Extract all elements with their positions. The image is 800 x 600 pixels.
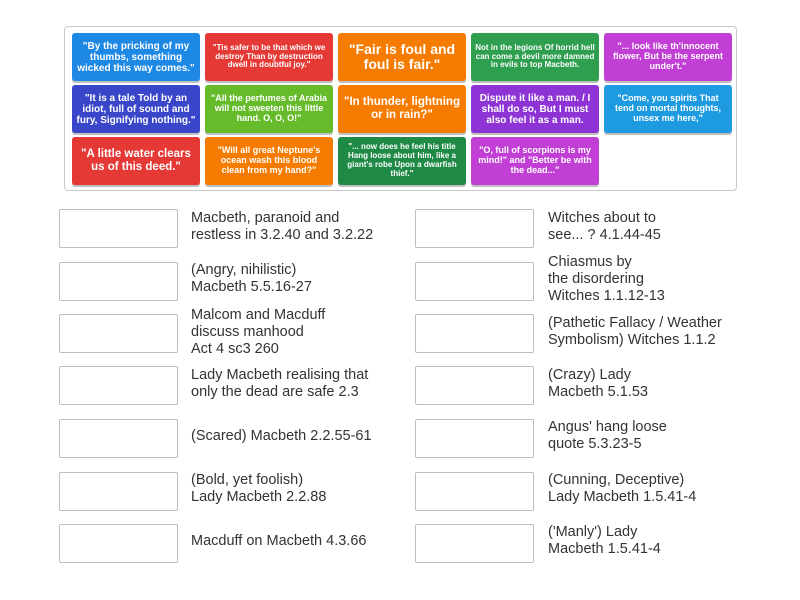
tile-text: "All the perfumes of Arabia will not sweeten this little hand. O, O, O!" <box>211 93 327 123</box>
tile-text: "... look like th'innocent flower, But be the serpent under't." <box>612 41 724 71</box>
prompt-label: (Pathetic Fallacy / Weather Symbolism) Witches 1.1.2 <box>548 315 722 348</box>
drop-zone[interactable] <box>59 209 178 248</box>
drop-zone[interactable] <box>415 472 534 511</box>
drop-zone[interactable] <box>59 419 178 458</box>
answer-tile[interactable] <box>471 85 599 133</box>
tile-text: "Fair is foul and foul is fair." <box>348 40 456 72</box>
prompt-label: Malcom and Macduff discuss manhood Act 4 sc3 260 <box>191 307 326 357</box>
drop-zone[interactable] <box>415 262 534 301</box>
tile-text: "A little water clears us of this deed." <box>81 148 191 173</box>
answer-tile[interactable] <box>72 85 200 133</box>
answer-tile[interactable] <box>72 137 200 185</box>
prompt-label: Witches about to see... ? 4.1.44-45 <box>548 210 661 243</box>
tile-text: "In thunder, lightning or in rain?" <box>344 96 460 121</box>
prompt-label: (Cunning, Deceptive) Lady Macbeth 1.5.41-4 <box>548 472 697 505</box>
drop-zone[interactable] <box>415 419 534 458</box>
answer-bank <box>64 26 737 191</box>
prompt-label: (Scared) Macbeth 2.2.55-61 <box>191 428 372 444</box>
drop-zone[interactable] <box>59 524 178 563</box>
drop-zone[interactable] <box>59 314 178 353</box>
answer-tile[interactable] <box>471 137 599 185</box>
tile-text: Not in the legions Of horrid hell can come a devil more damned in evils to top Macbeth. <box>475 42 595 70</box>
drop-zone[interactable] <box>415 366 534 405</box>
prompt-label: Angus' hang loose quote 5.3.23-5 <box>548 419 667 452</box>
drop-zone[interactable] <box>415 209 534 248</box>
answer-tile[interactable] <box>205 85 333 133</box>
drop-zone[interactable] <box>59 366 178 405</box>
drop-zone[interactable] <box>415 314 534 353</box>
tile-text: "Come, you spirits That tend on mortal thoughts, unsex me here," <box>615 93 721 123</box>
answer-tile[interactable] <box>338 33 466 81</box>
prompt-label: Macbeth, paranoid and restless in 3.2.40 and 3.2.22 <box>191 210 374 243</box>
tile-text: "It is a tale Told by an idiot, full of sound and fury, Signifying nothing." <box>76 92 196 126</box>
tile-text: "Will all great Neptune's ocean wash this blood clean from my hand?" <box>217 145 321 175</box>
prompt-label: Lady Macbeth realising that only the dead are safe 2.3 <box>191 367 369 400</box>
answer-tile[interactable] <box>471 33 599 81</box>
answer-tile[interactable] <box>205 33 333 81</box>
answer-tile[interactable] <box>338 85 466 133</box>
answer-tile[interactable] <box>72 33 200 81</box>
tile-text: "By the pricking of my thumbs, something wicked this way comes." <box>77 40 195 74</box>
tile-text: "... now does he feel his title Hang loose about him, like a giant's robe Upon a dwarfish thief." <box>347 142 457 178</box>
prompt-label: (Bold, yet foolish) Lady Macbeth 2.2.88 <box>191 472 327 505</box>
answer-tile[interactable] <box>604 33 732 81</box>
prompt-label: (Angry, nihilistic) Macbeth 5.5.16-27 <box>191 262 312 295</box>
answer-tile[interactable] <box>604 85 732 133</box>
drop-zone[interactable] <box>59 262 178 301</box>
tile-text: "O, full of scorpions is my mind!" and "Better be with the dead..." <box>478 145 592 175</box>
drop-zone[interactable] <box>415 524 534 563</box>
answer-tile[interactable] <box>205 137 333 185</box>
tile-text: Dispute it like a man. / I shall do so, But I must also feel it as a man. <box>479 92 591 126</box>
drop-zone[interactable] <box>59 472 178 511</box>
answer-tile[interactable] <box>338 137 466 185</box>
prompt-label: Macduff on Macbeth 4.3.66 <box>191 533 367 549</box>
prompt-label: Chiasmus by the disordering Witches 1.1.12-13 <box>548 254 665 304</box>
prompt-label: ('Manly') Lady Macbeth 1.5.41-4 <box>548 524 661 557</box>
tile-text: "Tis safer to be that which we destroy Than by destruction dwell in doubtful joy." <box>212 42 326 70</box>
prompt-label: (Crazy) Lady Macbeth 5.1.53 <box>548 367 648 400</box>
